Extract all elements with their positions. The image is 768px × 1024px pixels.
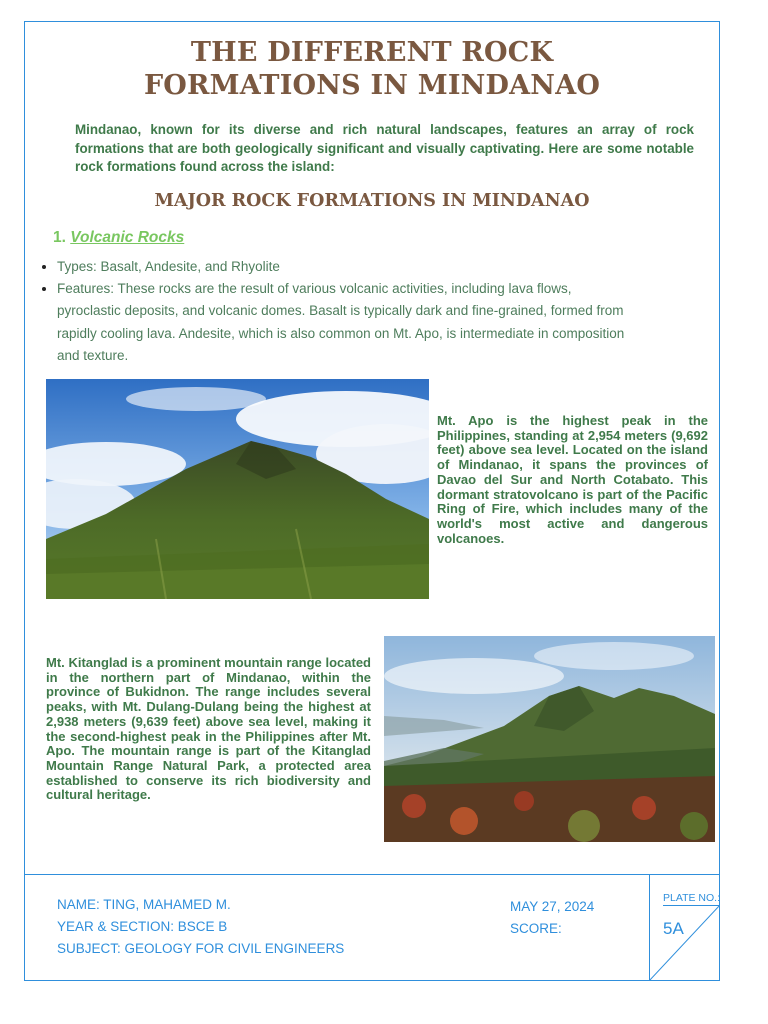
plate-diagonal bbox=[649, 905, 720, 981]
bullet-item bbox=[57, 256, 637, 278]
bullet-item bbox=[57, 278, 637, 367]
title-line-1: THE DIFFERENT ROCK bbox=[190, 37, 554, 68]
year-section: YEAR & SECTION: BSCE B bbox=[57, 919, 228, 934]
mt-apo-caption: Mt. Apo is the highest peak in the Philippines, standing at 2,954 meters (9,692 feet) above sea level. Located on the island of Mindanao, it spans the provinces of Davao del Sur and North Cotabato. This dormant stratovolcano is part of the Pacific Ring of Fire, which includes many of the world's most active and dangerous volcanoes. bbox=[437, 413, 708, 546]
bullet-text: Types: Basalt, Andesite, and Rhyolite bbox=[57, 259, 280, 274]
score-label: SCORE: bbox=[510, 921, 562, 936]
bullet-dot bbox=[42, 265, 46, 269]
subsection-heading bbox=[53, 229, 184, 247]
date: MAY 27, 2024 bbox=[510, 899, 595, 914]
footer-divider bbox=[24, 874, 720, 875]
bullet-text: Features: These rocks are the result of various volcanic activities, including lava flows, pyroclastic deposits, and volcanic domes. Basalt is typically dark and fine-grained, formed from rapidly cooling lava. Andesite, which is also common on Mt. Apo, is intermediate in composition and texture. bbox=[57, 281, 625, 363]
subsection-title-link[interactable]: Volcanic Rocks bbox=[70, 229, 185, 246]
mt-apo-photo bbox=[46, 379, 429, 599]
page-title bbox=[24, 36, 720, 102]
plate-label: PLATE NO.: bbox=[663, 892, 720, 904]
subject: SUBJECT: GEOLOGY FOR CIVIL ENGINEERS bbox=[57, 941, 345, 956]
mt-kitanglad-photo bbox=[384, 636, 715, 842]
subsection-number: 1. bbox=[53, 229, 66, 246]
mt-kitanglad-caption: Mt. Kitanglad is a prominent mountain range located in the northern part of Mindanao, within the province of Bukidnon. The range includes several peaks, with Mt. Dulang-Dulang being the highest at 2,938 meters (9,639 feet) above sea level, making it the second-highest peak in the Philippines after Mt. Apo. The mountain range is part of the Kitanglad Mountain Range Natural Park, a protected area established to conserve its rich biodiversity and cultural heritage. bbox=[46, 655, 371, 803]
section-heading: MAJOR ROCK FORMATIONS IN MINDANAO bbox=[154, 191, 590, 211]
intro-paragraph: Mindanao, known for its diverse and rich natural landscapes, features an array of rock formations that are both geologically significant and visually captivating. Here are some notable rock formations found across the island: bbox=[75, 122, 694, 174]
student-name: NAME: TING, MAHAMED M. bbox=[57, 897, 231, 912]
title-line-2: FORMATIONS IN MINDANAO bbox=[143, 70, 601, 101]
bullet-list bbox=[57, 256, 637, 367]
plate-number: 5A bbox=[663, 919, 684, 938]
